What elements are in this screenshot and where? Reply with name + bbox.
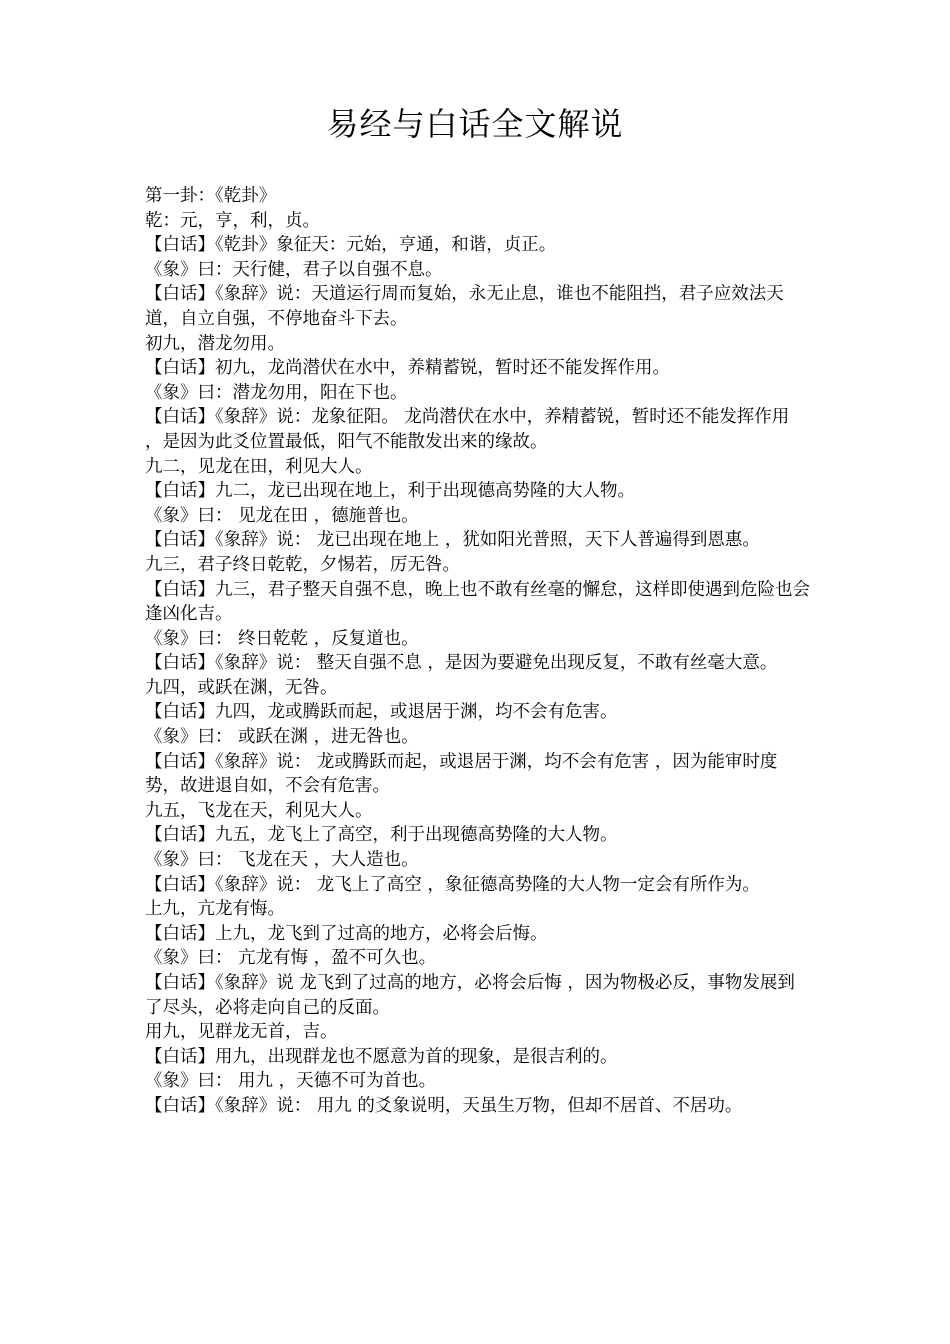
- text-line: 九四，或跃在渊，无咎。: [145, 677, 338, 698]
- text-line: 第一卦：《乾卦》: [145, 186, 277, 206]
- text-line: 【白话】九二，龙已出现在地上，利于出现德高势隆的大人物。: [145, 481, 635, 502]
- text-line: 用九，见群龙无首，吉。: [145, 1022, 338, 1043]
- text-line: 【白话】《象辞》说： 龙或腾跃而起，或退居于渊，均不会有危害 ，因为能审时度势，故进退自如，不会有危害。: [145, 751, 778, 797]
- text-line: 《象》曰： 飞龙在天 ，大人造也。: [145, 850, 419, 871]
- text-line: 《象》曰：天行健，君子以自强不息。: [145, 259, 443, 280]
- text-line: 上九，亢龙有悔。: [145, 899, 285, 920]
- text-line: 【白话】《象辞》说：天道运行周而复始，永无止息，谁也不能阻挡，君子应效法天道，自立自强，不停地奋斗下去。: [145, 284, 784, 329]
- text-line: 初九，潜龙勿用。: [145, 333, 285, 354]
- text-line: 【白话】《乾卦》象征天：元始，亨通，和谐，贞正。: [145, 235, 557, 256]
- text-line: 《象》曰：潜龙勿用，阳在下也。: [145, 382, 408, 403]
- text-line: 【白话】九四，龙或腾跃而起，或退居于渊，均不会有危害。: [145, 702, 618, 723]
- text-line: 《象》曰： 终日乾乾 ，反复道也。: [145, 628, 419, 649]
- text-line: 九二，见龙在田，利见大人。: [145, 456, 373, 477]
- text-line: 【白话】《象辞》说： 整天自强不息 ，是因为要避免出现反复，不敢有丝毫大意。: [145, 653, 778, 674]
- text-line: 《象》曰： 用九 ，天德不可为首也。: [145, 1071, 437, 1092]
- text-line: 【白话】《象辞》说： 龙已出现在地上 ，犹如阳光普照，天下人普遍得到恩惠。: [145, 530, 760, 551]
- document-body: [145, 184, 810, 1119]
- text-line: 【白话】上九，龙飞到了过高的地方，必将会后悔。: [145, 923, 548, 944]
- text-line: 《象》曰： 见龙在田 ，德施普也。: [145, 505, 419, 526]
- text-line: 【白话】九三，君子整天自强不息，晚上也不敢有丝毫的懈怠，这样即使遇到危险也会逢凶化吉。: [145, 579, 810, 625]
- text-line: 《象》曰： 或跃在渊 ，进无咎也。: [145, 727, 419, 748]
- text-line: 【白话】《象辞》说： 龙飞上了高空 ，象征德高势隆的大人物一定会有所作为。: [145, 874, 760, 895]
- text-line: 乾：元，亨，利，贞。: [145, 210, 320, 231]
- text-line: 九五，飞龙在天，利见大人。: [145, 800, 373, 821]
- text-line: 【白话】用九，出现群龙也不愿意为首的现象，是很吉利的。: [145, 1046, 618, 1067]
- text-line: 【白话】《象辞》说： 用九 的爻象说明，天虽生万物，但却不居首、不居功。: [145, 1095, 743, 1116]
- text-line: 【白话】初九，龙尚潜伏在水中，养精蓄锐，暂时还不能发挥作用。: [145, 358, 670, 379]
- text-line: 【白话】九五，龙飞上了高空，利于出现德高势隆的大人物。: [145, 825, 618, 846]
- text-line: 《象》曰： 亢龙有悔 ，盈不可久也。: [145, 948, 437, 969]
- document-title: 易经与白话全文解说: [326, 105, 624, 143]
- text-line: 【白话】《象辞》说 龙飞到了过高的地方，必将会后悔 ，因为物极必反，事物发展到了尽头，必将走向自己的反面。: [145, 973, 795, 1018]
- text-line: 九三，君子终日乾乾，夕惕若，厉无咎。: [145, 554, 460, 575]
- text-line: 【白话】《象辞》说：龙象征阳。 龙尚潜伏在水中，养精蓄锐，暂时还不能发挥作用 ，是因为此爻位置最低，阳气不能散发出来的缘故。: [145, 407, 795, 452]
